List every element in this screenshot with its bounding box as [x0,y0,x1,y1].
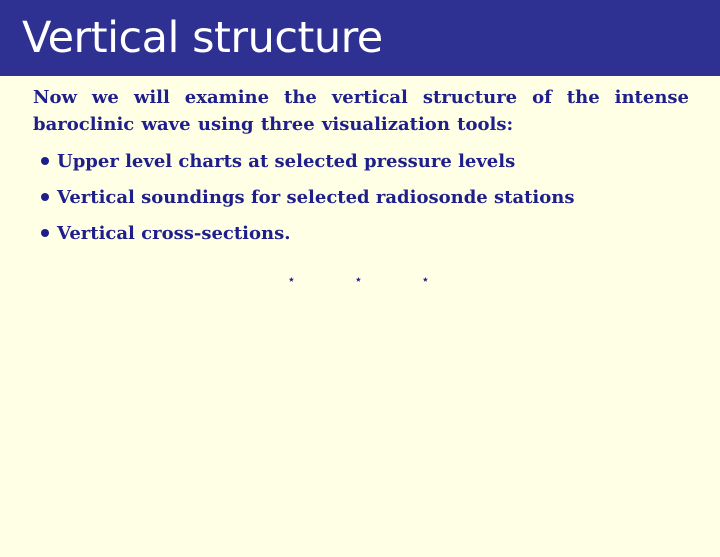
star-separator [0,270,720,290]
bullet-text: Vertical soundings for selected radiosonde stations [57,187,575,208]
star-icon: ⋆ [354,272,363,288]
intro-paragraph: Now we will examine the vertical structure of the intense baroclinic wave using three visualization tools: [33,87,689,135]
bullet-text: Vertical cross-sections. [57,223,291,244]
slide-content [33,84,689,252]
star-icon: ⋆ [421,272,430,288]
slide-title: Vertical structure [22,13,383,63]
bullet-dot-icon [41,157,49,165]
bullet-dot-icon [41,229,49,237]
bullet-list [33,144,689,252]
star-icon: ⋆ [287,272,296,288]
bullet-dot-icon [41,193,49,201]
bullet-item-cross-sections [41,216,689,252]
bullet-item-vertical-soundings [41,180,689,216]
bullet-text: Upper level charts at selected pressure levels [57,151,516,172]
bullet-item-upper-level-charts [41,144,689,180]
title-bar [0,0,720,76]
